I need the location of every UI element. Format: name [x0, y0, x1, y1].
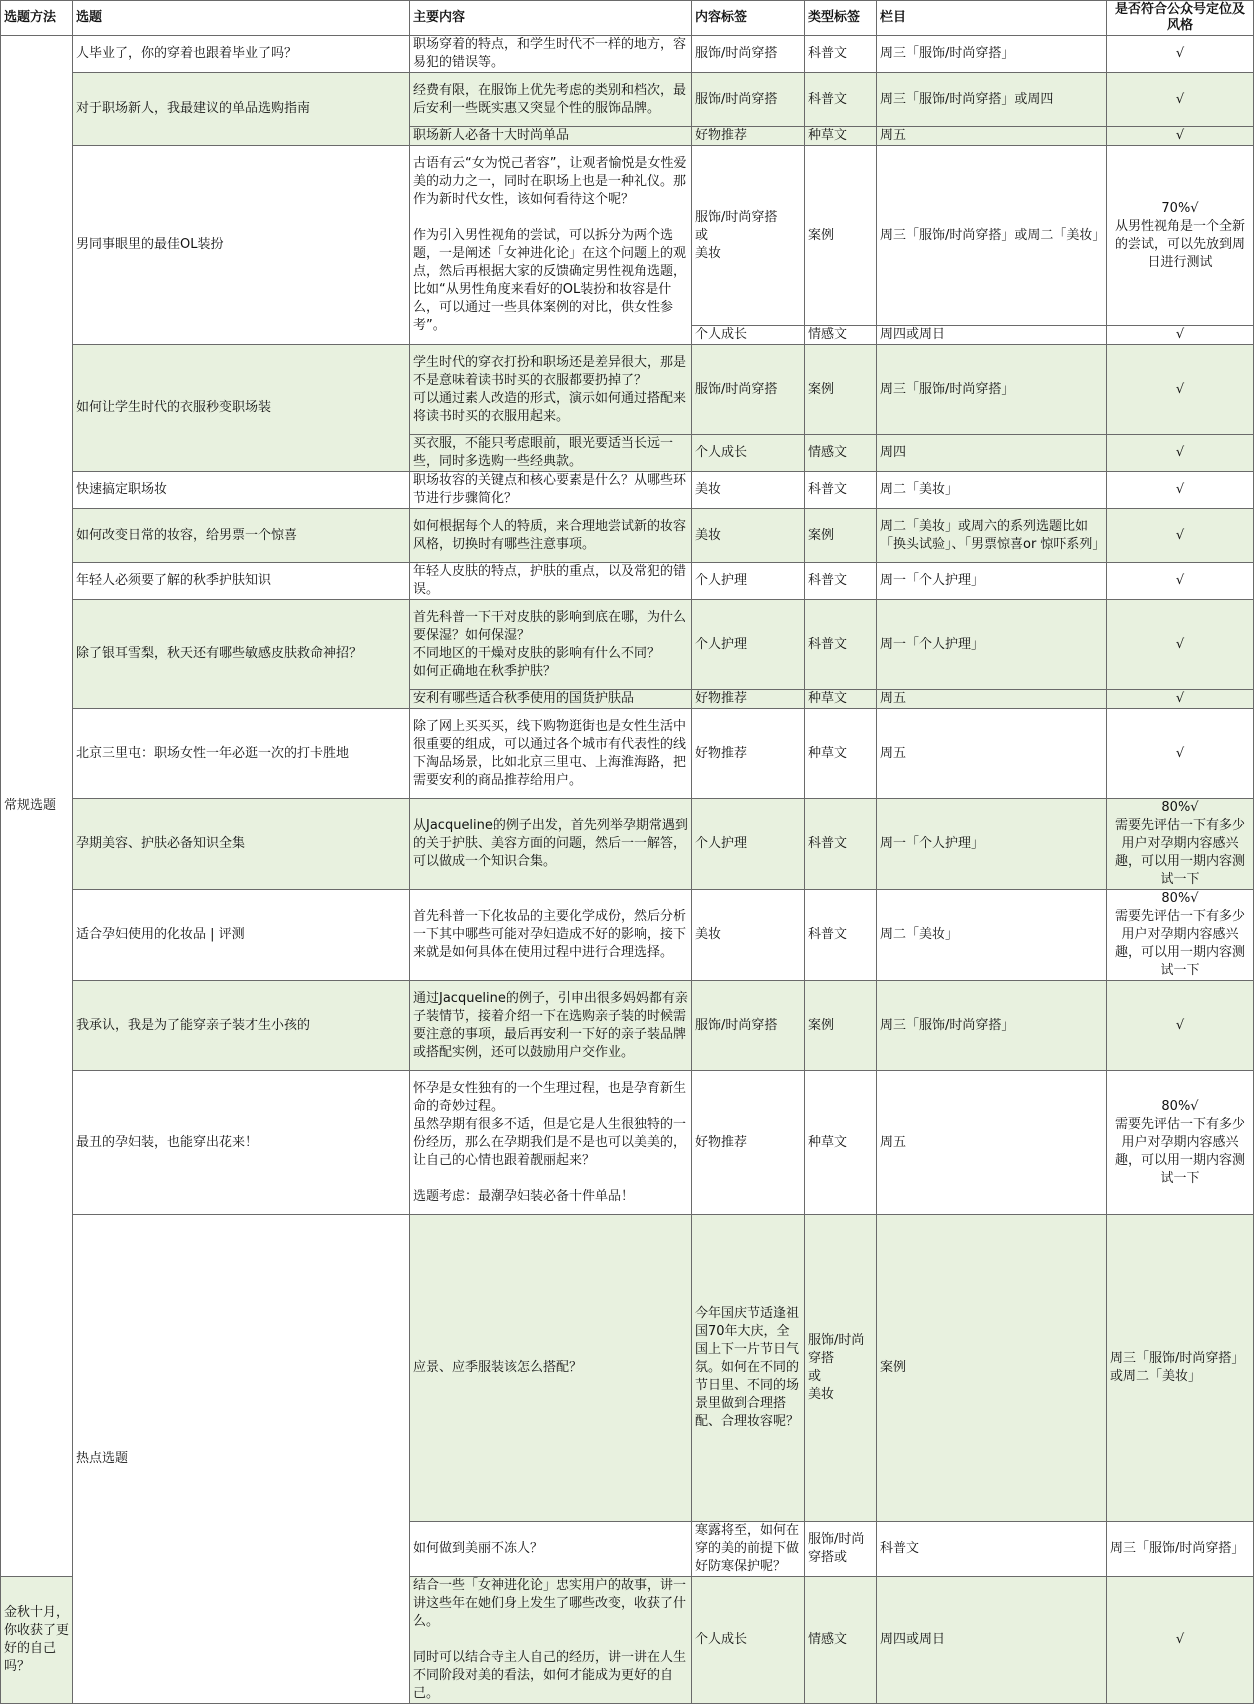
content-cell: 怀孕是女性独有的一个生理过程，也是孕育新生命的奇妙过程。 虽然孕期有很多不适，但是它是人生很独特的一份经历，那么在孕期我们是不是也可以美美的，让自己的心情也跟着靓丽起来？ 选题考虑：最潮孕妇装必备十件单品！ — [410, 1071, 692, 1215]
column-cell: 周二「美妆」 — [877, 890, 1107, 981]
content-cell: 职场穿着的特点，和学生时代不一样的地方，容易犯的错误等。 — [410, 36, 692, 73]
content-cell: 如何根据每个人的特质，来合理地尝试新的妆容风格，切换时有哪些注意事项。 — [410, 509, 692, 563]
type-tag-cell: 科普文 — [805, 36, 877, 73]
header-topic: 选题 — [73, 1, 410, 36]
type-tag-cell: 种草文 — [805, 709, 877, 799]
content-tag-cell: 服饰/时尚穿搭 或 美妆 — [805, 1215, 877, 1522]
content-tag-cell: 服饰/时尚穿搭 或 美妆 — [692, 146, 805, 326]
topic-cell: 适合孕妇使用的化妆品 | 评测 — [73, 890, 410, 981]
content-tag-cell: 服饰/时尚穿搭 — [692, 36, 805, 73]
table-row — [1, 472, 1254, 509]
type-tag-cell: 科普文 — [805, 73, 877, 127]
column-cell: 周五 — [877, 127, 1107, 146]
header-type-tag: 类型标签 — [805, 1, 877, 36]
content-cell: 买衣服，不能只考虑眼前，眼光要适当长远一些，同时多选购一些经典款。 — [410, 435, 692, 472]
content-tag-cell: 美妆 — [692, 472, 805, 509]
type-tag-cell: 科普文 — [805, 563, 877, 600]
fit-cell: √ — [1107, 709, 1254, 799]
type-tag-cell: 种草文 — [805, 1071, 877, 1215]
type-tag-cell: 科普文 — [805, 799, 877, 890]
table-row — [1, 563, 1254, 600]
fit-cell: √ — [1107, 36, 1254, 73]
topic-cell: 年轻人必须要了解的秋季护肤知识 — [73, 563, 410, 600]
fit-cell: √ — [1107, 1577, 1254, 1704]
column-cell: 周三「服饰/时尚穿搭」或周四 — [877, 73, 1107, 127]
header-content: 主要内容 — [410, 1, 692, 36]
fit-cell: √ — [1107, 435, 1254, 472]
content-cell: 寒露将至，如何在穿的美的前提下做好防寒保护呢？ — [692, 1522, 805, 1577]
column-cell: 周五 — [877, 690, 1107, 709]
content-cell: 职场妆容的关键点和核心要素是什么？从哪些环节进行步骤简化？ — [410, 472, 692, 509]
type-tag-cell: 情感文 — [805, 1577, 877, 1704]
topic-cell: 除了银耳雪梨，秋天还有哪些敏感皮肤救命神招？ — [73, 600, 410, 709]
content-cell: 职场新人必备十大时尚单品 — [410, 127, 692, 146]
content-tag-cell: 个人护理 — [692, 799, 805, 890]
content-tag-cell: 好物推荐 — [692, 127, 805, 146]
column-cell: 周一「个人护理」 — [877, 600, 1107, 690]
content-cell: 今年国庆节适逢祖国70年大庆，全国上下一片节日气氛。如何在不同的节日里、不同的场景里做到合理搭配、合理妆容呢？ — [692, 1215, 805, 1522]
type-tag-cell: 情感文 — [805, 326, 877, 345]
column-cell: 周二「美妆」 — [877, 472, 1107, 509]
topic-cell: 如何让学生时代的衣服秒变职场装 — [73, 345, 410, 472]
table-row — [1, 509, 1254, 563]
type-tag-cell: 案例 — [877, 1215, 1107, 1522]
content-tag-cell: 美妆 — [692, 509, 805, 563]
content-cell: 首先科普一下干对皮肤的影响到底在哪，为什么要保湿？如何保湿？ 不同地区的干燥对皮肤的影响有什么不同？ 如何正确地在秋季护肤？ — [410, 600, 692, 690]
topic-cell: 金秋十月，你收获了更好的自己吗？ — [1, 1577, 73, 1704]
column-cell: 周五 — [877, 1071, 1107, 1215]
topic-cell: 如何改变日常的妆容，给男票一个惊喜 — [73, 509, 410, 563]
fit-cell: √ — [1107, 472, 1254, 509]
topic-cell: 如何做到美丽不冻人？ — [410, 1522, 692, 1577]
topic-cell: 北京三里屯：职场女性一年必逛一次的打卡胜地 — [73, 709, 410, 799]
content-tag-cell: 好物推荐 — [692, 690, 805, 709]
header-fit: 是否符合公众号定位及风格 — [1107, 1, 1254, 36]
topic-cell: 男同事眼里的最佳OL装扮 — [73, 146, 410, 345]
column-cell: 周三「服饰/时尚穿搭」 — [877, 36, 1107, 73]
table-row — [1, 73, 1254, 127]
fit-cell: √ — [1107, 563, 1254, 600]
type-tag-cell: 案例 — [805, 345, 877, 435]
fit-cell: √ — [1107, 509, 1254, 563]
type-tag-cell: 科普文 — [805, 890, 877, 981]
table-row — [1, 36, 1254, 73]
type-tag-cell: 种草文 — [805, 127, 877, 146]
content-tag-cell: 服饰/时尚穿搭 — [692, 345, 805, 435]
content-cell: 经费有限，在服饰上优先考虑的类别和档次，最后安利一些既实惠又突显个性的服饰品牌。 — [410, 73, 692, 127]
table-row — [1, 1215, 1254, 1522]
content-tag-cell: 个人护理 — [692, 600, 805, 690]
topic-cell: 应景、应季服装该怎么搭配？ — [410, 1215, 692, 1522]
type-tag-cell: 案例 — [805, 509, 877, 563]
content-tag-cell: 个人成长 — [692, 1577, 805, 1704]
content-tag-cell: 美妆 — [692, 890, 805, 981]
column-cell: 周三「服饰/时尚穿搭」或周二「美妆」 — [877, 146, 1107, 326]
fit-cell: √ — [1107, 690, 1254, 709]
topic-cell: 快速搞定职场妆 — [73, 472, 410, 509]
fit-cell: 70%√ 从男性视角是一个全新的尝试，可以先放到周日进行测试 — [1107, 146, 1254, 326]
content-tag-cell: 个人成长 — [692, 435, 805, 472]
topic-cell: 对于职场新人，我最建议的单品选购指南 — [73, 73, 410, 146]
topic-cell: 人毕业了，你的穿着也跟着毕业了吗？ — [73, 36, 410, 73]
fit-cell: √ — [1107, 981, 1254, 1071]
header-column: 栏目 — [877, 1, 1107, 36]
type-tag-cell: 案例 — [805, 981, 877, 1071]
content-tag-cell: 服饰/时尚穿搭 — [692, 981, 805, 1071]
topic-cell: 孕期美容、护肤必备知识全集 — [73, 799, 410, 890]
table-row — [1, 981, 1254, 1071]
column-cell: 周三「服饰/时尚穿搭」或周二「美妆」 — [1107, 1215, 1254, 1522]
header-method: 选题方法 — [1, 1, 73, 36]
header-row — [1, 1, 1254, 36]
content-tag-cell: 服饰/时尚穿搭或 — [805, 1522, 877, 1577]
column-cell: 周四或周日 — [877, 1577, 1107, 1704]
content-cell: 年轻人皮肤的特点，护肤的重点，以及常犯的错误。 — [410, 563, 692, 600]
table-row — [1, 1071, 1254, 1215]
fit-cell: √ — [1107, 127, 1254, 146]
table-row — [1, 600, 1254, 690]
column-cell: 周四 — [877, 435, 1107, 472]
table-row — [1, 709, 1254, 799]
table-row — [1, 146, 1254, 326]
column-cell: 周三「服饰/时尚穿搭」 — [877, 345, 1107, 435]
fit-cell: √ — [1107, 73, 1254, 127]
content-tag-cell: 服饰/时尚穿搭 — [692, 73, 805, 127]
content-cell: 除了网上买买买，线下购物逛街也是女性生活中很重要的组成，可以通过各个城市有代表性的线下淘品场景，比如北京三里屯、上海淮海路，把需要安利的商品推荐给用户。 — [410, 709, 692, 799]
type-tag-cell: 科普文 — [805, 472, 877, 509]
type-tag-cell: 案例 — [805, 146, 877, 326]
topic-cell: 最丑的孕妇装，也能穿出花来！ — [73, 1071, 410, 1215]
table-row — [1, 799, 1254, 890]
content-tag-cell: 个人成长 — [692, 326, 805, 345]
column-cell: 周二「美妆」或周六的系列选题比如「换头试验」、「男票惊喜or 惊吓系列」 — [877, 509, 1107, 563]
header-content-tag: 内容标签 — [692, 1, 805, 36]
content-cell: 安利有哪些适合秋季使用的国货护肤品 — [410, 690, 692, 709]
content-tag-cell: 好物推荐 — [692, 1071, 805, 1215]
content-tag-cell: 好物推荐 — [692, 709, 805, 799]
column-cell: 周五 — [877, 709, 1107, 799]
fit-cell: 80%√ 需要先评估一下有多少用户对孕期内容感兴趣，可以用一期内容测试一下 — [1107, 799, 1254, 890]
column-cell: 周三「服饰/时尚穿搭」 — [877, 981, 1107, 1071]
content-cell: 通过Jacqueline的例子，引申出很多妈妈都有亲子装情节，接着介绍一下在选购亲子装的时候需要注意的事项，最后再安利一下好的亲子装品牌或搭配实例，还可以鼓励用户交作业。 — [410, 981, 692, 1071]
type-tag-cell: 科普文 — [877, 1522, 1107, 1577]
fit-cell: 80%√ 需要先评估一下有多少用户对孕期内容感兴趣，可以用一期内容测试一下 — [1107, 890, 1254, 981]
column-cell: 周一「个人护理」 — [877, 799, 1107, 890]
method-regular: 常规选题 — [1, 36, 73, 1577]
fit-cell: 80%√ 需要先评估一下有多少用户对孕期内容感兴趣，可以用一期内容测试一下 — [1107, 1071, 1254, 1215]
fit-cell: √ — [1107, 600, 1254, 690]
method-hot: 热点选题 — [73, 1215, 410, 1704]
content-cell: 从Jacqueline的例子出发，首先列举孕期常遇到的关于护肤、美容方面的问题，然后一一解答，可以做成一个知识合集。 — [410, 799, 692, 890]
content-tag-cell: 个人护理 — [692, 563, 805, 600]
column-cell: 周一「个人护理」 — [877, 563, 1107, 600]
table-row — [1, 890, 1254, 981]
content-cell: 古语有云“女为悦己者容”，让观者愉悦是女性爱美的动力之一，同时在职场上也是一种礼仪。那作为新时代女性，该如何看待这个呢？ 作为引入男性视角的尝试，可以拆分为两个选题，一是阐述「女神进化论」在这个问题上的观点，然后再根据大家的反馈确定男性视角选题，比如“从男性角度来看好的OL装扮和妆容是什么，可以通过一些具体案例的对比，供女性参考”。 — [410, 146, 692, 345]
content-cell: 结合一些「女神进化论」忠实用户的故事，讲一讲这些年在她们身上发生了哪些改变，收获了什么。 同时可以结合寺主人自己的经历，讲一讲在人生不同阶段对美的看法，如何才能成为更好的自己。 — [410, 1577, 692, 1704]
fit-cell: √ — [1107, 326, 1254, 345]
type-tag-cell: 科普文 — [805, 600, 877, 690]
content-cell: 首先科普一下化妆品的主要化学成份，然后分析一下其中哪些可能对孕妇造成不好的影响，接下来就是如何具体在使用过程中进行合理选择。 — [410, 890, 692, 981]
topic-cell: 我承认，我是为了能穿亲子装才生小孩的 — [73, 981, 410, 1071]
fit-cell: √ — [1107, 345, 1254, 435]
type-tag-cell: 种草文 — [805, 690, 877, 709]
column-cell: 周四或周日 — [877, 326, 1107, 345]
content-cell: 学生时代的穿衣打扮和职场还是差异很大，那是不是意味着读书时买的衣服都要扔掉了？ 可以通过素人改造的形式，演示如何通过搭配来将读书时买的衣服用起来。 — [410, 345, 692, 435]
type-tag-cell: 情感文 — [805, 435, 877, 472]
table-row — [1, 345, 1254, 435]
column-cell: 周三「服饰/时尚穿搭」 — [1107, 1522, 1254, 1577]
